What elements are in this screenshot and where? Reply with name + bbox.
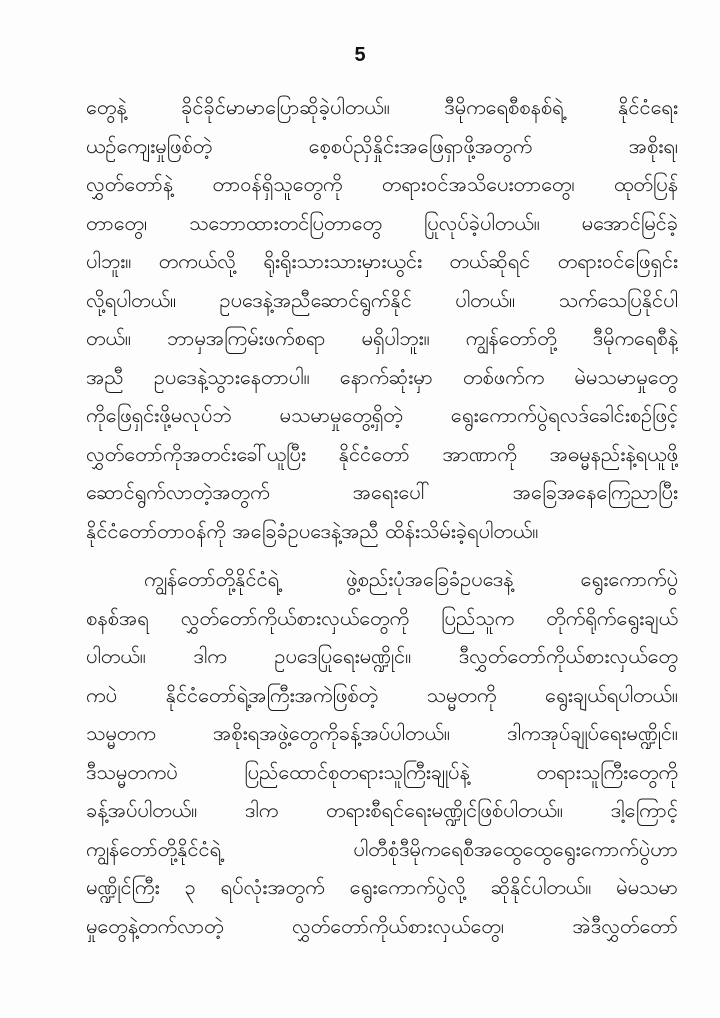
page-number: 5 (354, 44, 366, 66)
text-line: ဆောင်ရွက်လာတဲ့အတွက် အရေးပေါ် အခြေအနေကြေညာပြီး (86, 480, 678, 504)
paragraph-2 (86, 560, 678, 945)
text-line: ကျွန်တော်တို့နိုင်ငံရဲ့ ပါတီစုံဒီမိုကရေစီအထွေထွေရွေးကောက်ပွဲဟာ (86, 836, 678, 861)
text-line: သမ္မတက အစိုးရအဖွဲ့တွေကိုခန့်အပ်ပါတယ်။ ဒါကအုပ်ချုပ်ရေးမဏ္ဍိုင်။ (86, 721, 678, 745)
text-line: မဏ္ဍိုင်ကြီး ၃ ရပ်လုံးအတွက် ရွေးကောက်ပွဲလို့ ဆိုနိုင်ပါတယ်။ မဲမသမာ (86, 875, 678, 899)
text-line: လို့ရပါတယ်။ ဥပဒေနဲ့အညီဆောင်ရွက်နိုင် ပါတယ်။ သက်သေပြနိုင်ပါ (86, 287, 678, 312)
text-line: လွှတ်တော်ကိုအတင်းခေါ်ယူပြီး နိုင်ငံတော် အာဏာကို အဓမ္မနည်းနဲ့ရယူဖို့ (86, 441, 678, 466)
text-line: ပါတယ်။ ဒါက ဥပဒေပြုရေးမဏ္ဍိုင်။ ဒီလွှတ်တော်ကိုယ်စားလှယ်တွေ (86, 644, 678, 668)
text-line: လွှတ်တော်နဲ့ တာဝန်ရှိသူတွေကို တရားဝင်အသိပေးတာတွေ၊ ထုတ်ပြန် (86, 172, 678, 196)
body-text (86, 88, 678, 945)
text-line: တယ်။ ဘာမှအကြမ်းဖက်စရာ မရှိပါဘူး။ ကျွန်တော်တို့ ဒီမိုကရေစီနဲ့ (86, 326, 678, 350)
text-line: ပါဘူး။ တကယ်လို့ ရိုးရိုးသားသားမှားယွင်း တယ်ဆိုရင် တရားဝင်ဖြေရှင်း (86, 249, 678, 273)
text-line: ယဉ်ကျေးမှုဖြစ်တဲ့ စေ့စပ်ညှိနှိုင်းအဖြေရှာဖို့အတွက် အစိုးရ၊ (86, 133, 678, 158)
text-line: အညီ ဥပဒေနဲ့သွားနေတာပါ။ နောက်ဆုံးမှာ တစ်ဖက်က မဲမသမာမှုတွေ (86, 364, 678, 389)
paragraph-1 (86, 88, 678, 550)
text-line: တာတွေ၊ သဘောထားတင်ပြတာတွေ ပြုလုပ်ခဲ့ပါတယ်။ မအောင်မြင်ခဲ့ (86, 210, 678, 235)
text-line: ကိုဖြေရှင်းဖို့မလုပ်ဘဲ မသမာမှုတွေ့ရှိတဲ့ ရွေးကောက်ပွဲရလဒ်ခေါင်းစဉ်ဖြင့် (86, 403, 678, 427)
text-line: စနစ်အရ လွှတ်တော်ကိုယ်စားလှယ်တွေကို ပြည်သူက တိုက်ရိုက်ရွေးချယ် (86, 605, 678, 630)
text-line: ကျွန်တော်တို့နိုင်ငံရဲ့ ဖွဲ့စည်းပုံအခြေခံဥပဒေနဲ့ ရွေးကောက်ပွဲ (144, 567, 678, 591)
paragraph-gap (86, 550, 678, 560)
text-line: နိုင်ငံတော်တာဝန်ကို အခြေခံဥပဒေနဲ့အညီ ထိန်းသိမ်းခဲ့ရပါတယ်။ (86, 518, 539, 543)
text-line: တွေနဲ့ ခိုင်ခိုင်မာမာပြောဆိုခဲ့ပါတယ်။ ဒီမိုကရေစီစနစ်ရဲ့ နိုင်ငံရေး (86, 95, 678, 119)
text-line: ဒီသမ္မတကပဲ ပြည်ထောင်စုတရားသူကြီးချုပ်နဲ့ တရားသူကြီးတွေကို (86, 759, 678, 784)
text-line: မှုတွေနဲ့တက်လာတဲ့ လွှတ်တော်ကိုယ်စားလှယ်တွေ၊ အဲဒီလွှတ်တော် (86, 913, 678, 938)
text-line: ခန့်အပ်ပါတယ်။ ဒါက တရားစီရင်ရေးမဏ္ဍိုင်ဖြစ်ပါတယ်။ ဒါ့ကြောင့် (86, 798, 678, 822)
text-line: ကပဲ နိုင်ငံတော်ရဲ့အကြီးအကဲဖြစ်တဲ့ သမ္မတကို ရွေးချယ်ရပါတယ်။ (86, 682, 678, 707)
